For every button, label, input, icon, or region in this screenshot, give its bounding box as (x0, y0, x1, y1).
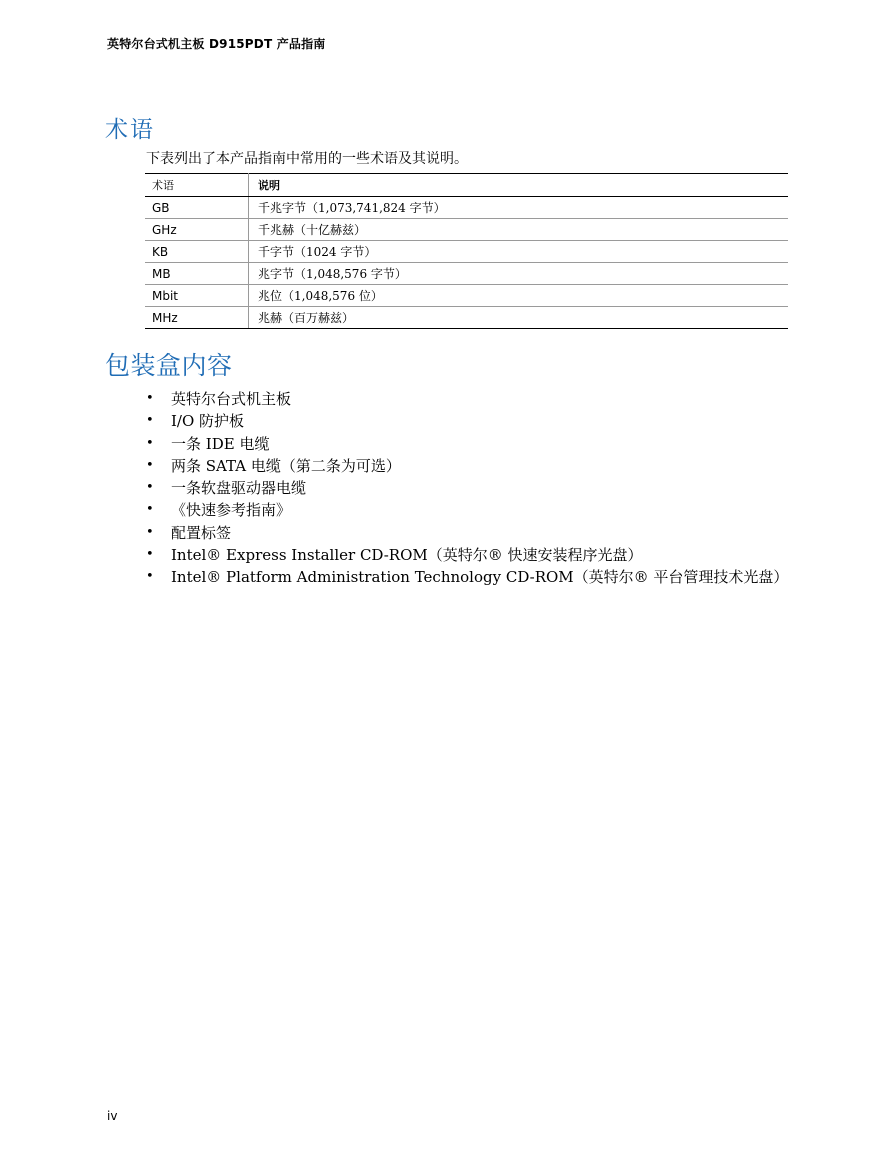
list-item-text: Intel® Express Installer CD-ROM（英特尔® 快速安装程序光盘） (171, 546, 643, 565)
bullet-icon: • (146, 435, 154, 451)
list-item (146, 388, 788, 410)
terms-table-header-row (145, 174, 788, 197)
description-cell: 千兆赫（十亿赫兹） (249, 219, 789, 241)
column-header-description: 说明 (249, 174, 789, 197)
running-header: 英特尔台式机主板 D915PDT 产品指南 (107, 37, 326, 51)
list-item (146, 455, 788, 477)
table-row (145, 197, 788, 219)
page-number: iv (107, 1109, 118, 1123)
term-cell: GB (145, 197, 249, 219)
term-cell: MHz (145, 307, 249, 329)
term-cell: Mbit (145, 285, 249, 307)
description-cell: 千字节（1024 字节） (249, 241, 789, 263)
list-item (146, 433, 788, 455)
bullet-icon: • (146, 413, 154, 429)
table-row (145, 241, 788, 263)
bullet-icon: • (146, 524, 154, 540)
package-contents-list (146, 388, 788, 589)
terms-intro: 下表列出了本产品指南中常用的一些术语及其说明。 (146, 151, 468, 167)
list-item (146, 410, 788, 432)
table-row (145, 307, 788, 329)
bullet-icon: • (146, 391, 154, 406)
description-cell: 兆字节（1,048,576 字节） (249, 263, 789, 285)
list-item-text: 英特尔台式机主板 (171, 390, 292, 408)
bullet-icon: • (146, 502, 154, 518)
section-title-terms: 术语 (105, 117, 155, 143)
list-item (146, 499, 788, 521)
term-cell: MB (145, 263, 249, 285)
list-item-text: Intel® Platform Administration Technology CD-ROM（英特尔® 平台管理技术光盘） (171, 568, 789, 587)
list-item (146, 477, 788, 499)
term-cell: KB (145, 241, 249, 263)
bullet-icon: • (146, 480, 154, 496)
list-item (146, 522, 788, 544)
table-row (145, 219, 788, 241)
list-item-text: 配置标签 (171, 523, 232, 542)
column-header-term: 术语 (145, 174, 249, 197)
table-row (145, 263, 788, 285)
list-item (146, 544, 788, 566)
terms-table (145, 173, 788, 329)
list-item (146, 566, 788, 588)
description-cell: 千兆字节（1,073,741,824 字节） (249, 197, 789, 219)
list-item-text: I/O 防护板 (171, 412, 245, 431)
bullet-icon: • (146, 457, 154, 473)
description-cell: 兆位（1,048,576 位） (249, 285, 789, 307)
list-item-text: 一条 IDE 电缆 (171, 434, 270, 453)
description-cell: 兆赫（百万赫兹） (249, 307, 789, 329)
section-title-package-contents: 包装盒内容 (105, 351, 233, 380)
list-item-text: 两条 SATA 电缆（第二条为可选） (171, 456, 401, 475)
bullet-icon: • (146, 547, 154, 563)
list-item-text: 《快速参考指南》 (171, 501, 292, 520)
bullet-icon: • (146, 569, 154, 585)
list-item-text: 一条软盘驱动器电缆 (171, 479, 307, 498)
table-row (145, 285, 788, 307)
term-cell: GHz (145, 219, 249, 241)
